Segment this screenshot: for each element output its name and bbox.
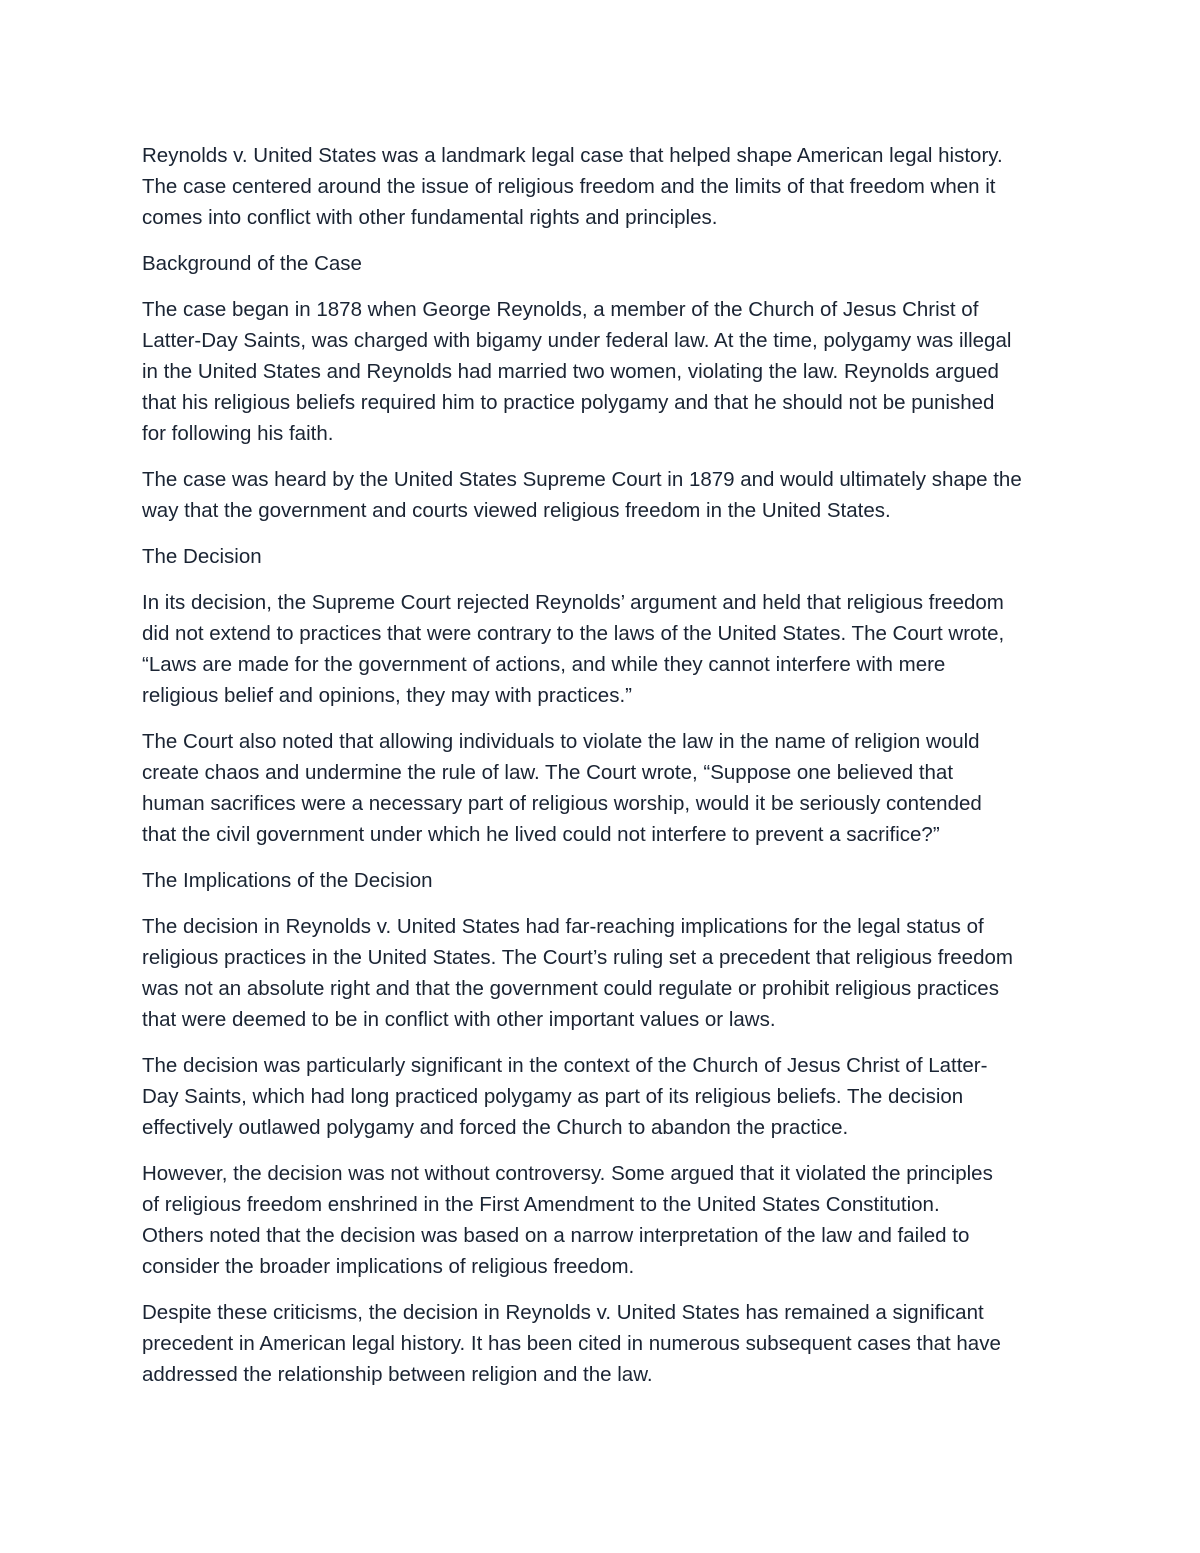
- text-line: The case began in 1878 when George Reynolds, a member of the Church of Jesus Christ of: [142, 298, 979, 321]
- heading-text: The Implications of the Decision: [142, 869, 433, 892]
- background-paragraph-2: [142, 464, 1082, 526]
- heading-text: The Decision: [142, 545, 262, 568]
- conclusion-paragraph: [142, 1297, 1082, 1390]
- text-line: create chaos and undermine the rule of law. The Court wrote, “Suppose one believed that: [142, 761, 954, 784]
- text-line: of religious freedom enshrined in the First Amendment to the United States Constitution.: [142, 1193, 940, 1216]
- intro-paragraph: [142, 140, 1082, 233]
- text-line: in the United States and Reynolds had married two women, violating the law. Reynolds argued: [142, 360, 999, 383]
- decision-paragraph-1: [142, 587, 1082, 711]
- text-line: comes into conflict with other fundamental rights and principles.: [142, 206, 718, 229]
- section-heading-background: [142, 248, 1082, 279]
- text-line: In its decision, the Supreme Court rejected Reynolds’ argument and held that religious freedom: [142, 591, 1004, 614]
- text-line: religious practices in the United States. The Court’s ruling set a precedent that religious freedom: [142, 946, 1013, 969]
- text-line: The case was heard by the United States Supreme Court in 1879 and would ultimately shape the: [142, 468, 1022, 491]
- text-line: addressed the relationship between religion and the law.: [142, 1363, 653, 1386]
- text-line: Despite these criticisms, the decision in Reynolds v. United States has remained a significant: [142, 1301, 984, 1324]
- section-heading-implications: [142, 865, 1082, 896]
- document-page: [142, 140, 1082, 1405]
- text-line: The Court also noted that allowing individuals to violate the law in the name of religion would: [142, 730, 980, 753]
- text-line: that his religious beliefs required him to practice polygamy and that he should not be punished: [142, 391, 995, 414]
- text-line: human sacrifices were a necessary part of religious worship, would it be seriously contended: [142, 792, 982, 815]
- decision-paragraph-2: [142, 726, 1082, 850]
- implications-paragraph-2: [142, 1050, 1082, 1143]
- text-line: that were deemed to be in conflict with other important values or laws.: [142, 1008, 776, 1031]
- heading-text: Background of the Case: [142, 252, 362, 275]
- text-line: The decision was particularly significant in the context of the Church of Jesus Christ of Latter-: [142, 1054, 988, 1077]
- text-line: The case centered around the issue of religious freedom and the limits of that freedom when it: [142, 175, 996, 198]
- text-line: was not an absolute right and that the government could regulate or prohibit religious practices: [142, 977, 999, 1000]
- section-heading-decision: [142, 541, 1082, 572]
- text-line: “Laws are made for the government of actions, and while they cannot interfere with mere: [142, 653, 946, 676]
- implications-paragraph-3: [142, 1158, 1082, 1282]
- text-line: way that the government and courts viewed religious freedom in the United States.: [142, 499, 891, 522]
- text-line: did not extend to practices that were contrary to the laws of the United States. The Court wrote,: [142, 622, 1005, 645]
- text-line: Others noted that the decision was based on a narrow interpretation of the law and failed to: [142, 1224, 970, 1247]
- text-line: The decision in Reynolds v. United States had far-reaching implications for the legal status of: [142, 915, 984, 938]
- implications-paragraph-1: [142, 911, 1082, 1035]
- text-line: precedent in American legal history. It has been cited in numerous subsequent cases that have: [142, 1332, 1001, 1355]
- background-paragraph-1: [142, 294, 1082, 449]
- text-line: Reynolds v. United States was a landmark legal case that helped shape American legal history.: [142, 144, 1003, 167]
- text-line: that the civil government under which he lived could not interfere to prevent a sacrifice?”: [142, 823, 940, 846]
- text-line: However, the decision was not without controversy. Some argued that it violated the principles: [142, 1162, 993, 1185]
- text-line: effectively outlawed polygamy and forced the Church to abandon the practice.: [142, 1116, 849, 1139]
- text-line: Latter-Day Saints, was charged with bigamy under federal law. At the time, polygamy was illegal: [142, 329, 1012, 352]
- text-line: Day Saints, which had long practiced polygamy as part of its religious beliefs. The decision: [142, 1085, 964, 1108]
- text-line: religious belief and opinions, they may with practices.”: [142, 684, 632, 707]
- text-line: for following his faith.: [142, 422, 334, 445]
- text-line: consider the broader implications of religious freedom.: [142, 1255, 635, 1278]
